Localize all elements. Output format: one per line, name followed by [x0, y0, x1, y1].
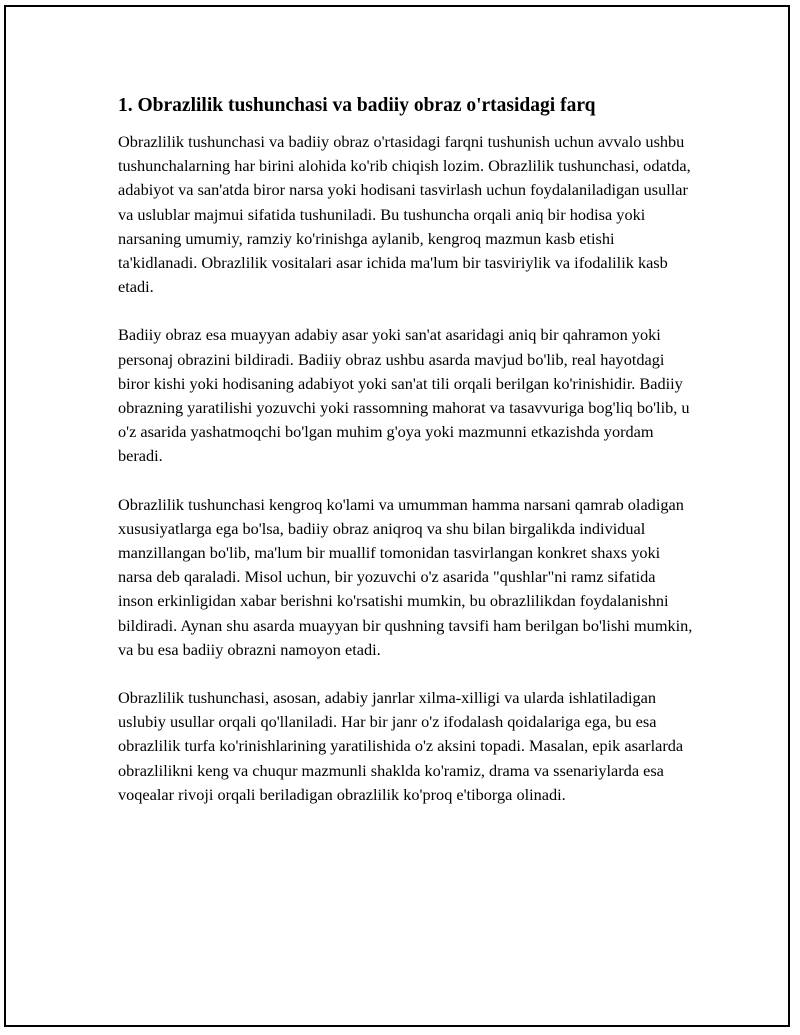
document-body: [118, 93, 693, 831]
document-title: 1. Obrazlilik tushunchasi va badiiy obraz o'rtasidagi farq: [118, 95, 596, 116]
paragraph-2: Badiiy obraz esa muayyan adabiy asar yoki san'at asaridagi aniq bir qahramon yoki personaj obrazini bildiradi. Badiiy obraz ushbu asarda mavjud bo'lib, real hayotdagi biror kishi yoki hodisaning adabiyot yoki san'at tili orqali berilgan ko'rinishidir. Badiiy obrazning yaratilishi yozuvchi yoki rassomning mahorat va tasavvuriga bog'liq bo'lib, u o'z asarida yashatmoqchi bo'lgan muhim g'oya yoki mazmunni etkazishda yordam beradi.: [118, 325, 690, 466]
paragraph-4: Obrazlilik tushunchasi, asosan, adabiy janrlar xilma-xilligi va ularda ishlatiladigan uslubiy usullar orqali qo'llaniladi. Har bir janr o'z ifodalash qoidalariga ega, bu esa obrazlilik turfa ko'rinishlarining yaratilishida o'z aksini topadi. Masalan, epik asarlarda obrazlilikni keng va chuqur mazmunli shaklda ko'ramiz, drama va ssenariylarda esa voqealar rivoji orqali beriladigan obrazlilik ko'proq e'tiborga olinadi.: [118, 688, 684, 804]
paragraph-1: Obrazlilik tushunchasi va badiiy obraz o'rtasidagi farqni tushunish uchun avvalo ushbu tushunchalarning har birini alohida ko'rib chiqish lozim. Obrazlilik tushunchasi, odatda, adabiyot va san'atda biror narsa yoki hodisani tasvirlash uchun foydalaniladigan usullar va uslublar majmui sifatida tushuniladi. Bu tushuncha orqali aniq bir hodisa yoki narsaning umumiy, ramziy ko'rinishga aylanib, kengroq mazmun kasb etishi ta'kidlanadi. Obrazlilik vositalari asar ichida ma'lum bir tasviriylik va ifodalilik kasb etadi.: [118, 132, 691, 297]
paragraph-3: Obrazlilik tushunchasi kengroq ko'lami va umumman hamma narsani qamrab oladigan xususiyatlarga ega bo'lsa, badiiy obraz aniqroq va shu bilan birgalikda individual manzillangan bo'lib, ma'lum bir muallif tomonidan tasvirlangan konkret shaxs yoki narsa deb qaraladi. Misol uchun, bir yozuvchi o'z asarida "qushlar"ni ramz sifatida inson erkinligidan xabar berishni ko'rsatishi mumkin, bu obrazlilikdan foydalanishni bildiradi. Aynan shu asarda muayyan bir qushning tavsifi ham berilgan bo'lishi mumkin, va bu esa badiiy obrazni namoyon etadi.: [118, 494, 693, 659]
